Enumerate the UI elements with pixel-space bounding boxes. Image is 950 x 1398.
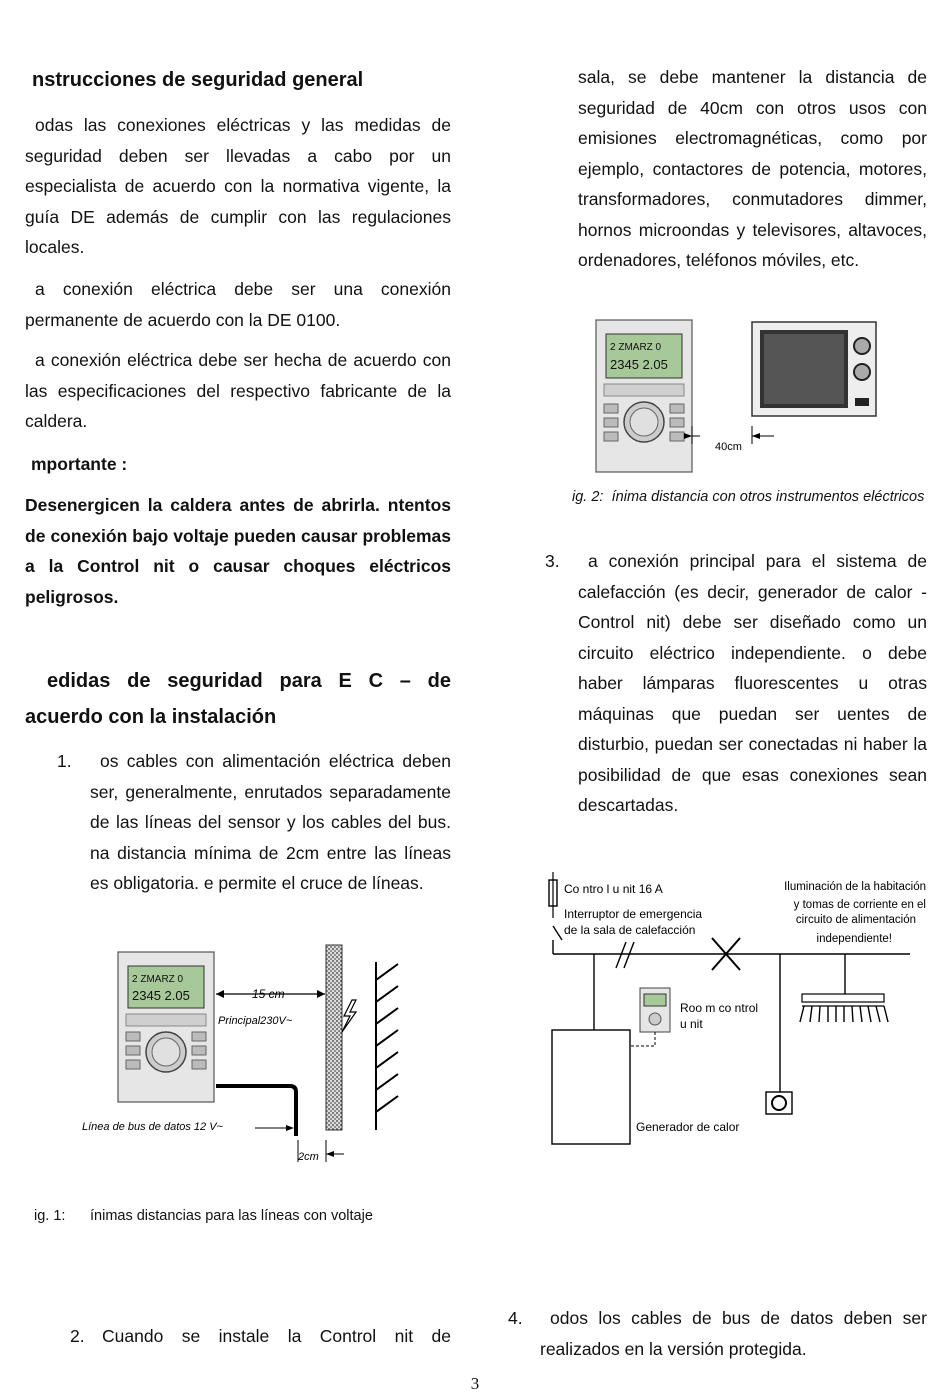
fig1-label-2cm: 2cm xyxy=(298,1151,319,1163)
fig3-lighting-3: circuito de alimentación xyxy=(795,914,916,926)
fig1-label-15cm: 15 cm xyxy=(252,987,285,1001)
fig3-control-unit: Co ntro l u nit 16 A xyxy=(564,882,663,896)
fig1-label-principal: Principal230V~ xyxy=(218,1015,293,1027)
fig3-generator: Generador de calor xyxy=(636,1120,740,1134)
paragraph-connections: odas las conexiones eléctricas y las medidas de seguridad deben ser llevadas a cabo por un especialista de acuerdo con la normativa vigente, la guía DE además de cumplir con las regulaciones locales. xyxy=(25,115,451,257)
figure-1-caption-number: ig. 1: xyxy=(34,1208,66,1224)
thermostat-device-icon xyxy=(118,952,214,1102)
figure-2-device-distance xyxy=(594,318,884,478)
item-4-text: odos los cables de bus de datos deben ser realizados en la versión protegida. xyxy=(540,1308,927,1359)
item-2-number: 2. xyxy=(70,1326,85,1346)
fig3-lighting-1: Iluminación de la habitación xyxy=(784,881,926,893)
figure-2-caption-number: ig. 2: xyxy=(572,489,604,505)
fluorescent-lamp-icon xyxy=(800,994,888,1022)
figure-1-caption: ínimas distancias para las líneas con voltaje xyxy=(90,1208,373,1224)
thermostat-device-icon xyxy=(596,320,692,472)
fig3-room-1: Roo m co ntrol xyxy=(680,1001,759,1015)
fig3-lighting-2: y tomas de corriente en el xyxy=(793,899,926,911)
fig1-lcd-line2: 2345 2.05 xyxy=(132,988,190,1003)
fig2-label-40cm: 40cm xyxy=(715,441,742,453)
figure-1-cable-distances xyxy=(80,940,420,1170)
fig3-lighting-4: independiente! xyxy=(816,933,892,945)
fig1-lcd-line1: 2 ZMARZ 0 xyxy=(132,974,184,985)
figure-2-caption: ínima distancia con otros instrumentos eléctricos xyxy=(611,489,925,505)
fig3-room-2: u nit xyxy=(680,1017,703,1031)
fig1-label-bus: Línea de bus de datos 12 V~ xyxy=(82,1121,223,1133)
fig2-lcd-line2: 2345 2.05 xyxy=(610,357,668,372)
microwave-oven-icon xyxy=(752,322,876,416)
paragraph-manufacturer-specs: a conexión eléctrica debe ser hecha de acuerdo con las especificaciones del respectivo fabricante de la caldera. xyxy=(25,350,451,431)
item-2-text: Cuando se instale la Control nit de xyxy=(102,1326,451,1346)
warning-paragraph: Desenergicen la caldera antes de abrirla. ntentos de conexión bajo voltaje pueden causar problemas a la Control nit o causar choques eléctricos peligrosos. xyxy=(25,495,451,607)
item-1-number: 1. xyxy=(57,751,72,771)
paragraph-safety-distance: sala, se debe mantener la distancia de seguridad de 40cm con otros usos con emisiones electromagnéticas, como por ejemplo, contactores de potencia, motores, transformadores, conmutadores dimmer, hornos microondas y televisores, altavoces, ordenadores, teléfonos móviles, etc. xyxy=(578,67,927,270)
switch-icon xyxy=(553,926,562,940)
fig3-emergency-1: Interruptor de emergencia xyxy=(564,907,703,921)
lightning-icon xyxy=(342,1000,356,1032)
fig3-emergency-2: de la sala de calefacción xyxy=(564,923,696,937)
page-number: 3 xyxy=(470,1374,480,1393)
heat-generator-icon xyxy=(552,1030,630,1144)
item-4-number: 4. xyxy=(508,1308,523,1328)
item-1-text: os cables con alimentación eléctrica deben ser, generalmente, enrutados separadamente de las líneas del sensor y los cables del bus. na distancia mínima de 2cm entre las líneas es obligatoria. e permite el cruce de líneas. xyxy=(90,751,451,893)
section-heading-general-safety: nstrucciones de seguridad general xyxy=(32,69,364,91)
paragraph-permanent-connection: a conexión eléctrica debe ser una conexión permanente de acuerdo con la DE 0100. xyxy=(25,279,451,330)
item-3-text: a conexión principal para el sistema de calefacción (es decir, generador de calor - Control nit) debe ser diseñado como un circuito eléctrico independiente. o debe haber lámparas fluorescentes u otras máquinas que puedan ser uentes de disturbio, puedan ser conectadas ni haber la posibilidad de que esas conexiones sean descartadas. xyxy=(578,551,927,815)
item-3-number: 3. xyxy=(545,551,560,571)
figure-3-wiring-diagram xyxy=(540,866,932,1156)
section-heading-emc: edidas de seguridad para E C – de acuerdo con la instalación xyxy=(25,670,451,728)
important-label: mportante : xyxy=(31,454,128,474)
fig2-lcd-line1: 2 ZMARZ 0 xyxy=(610,342,662,353)
